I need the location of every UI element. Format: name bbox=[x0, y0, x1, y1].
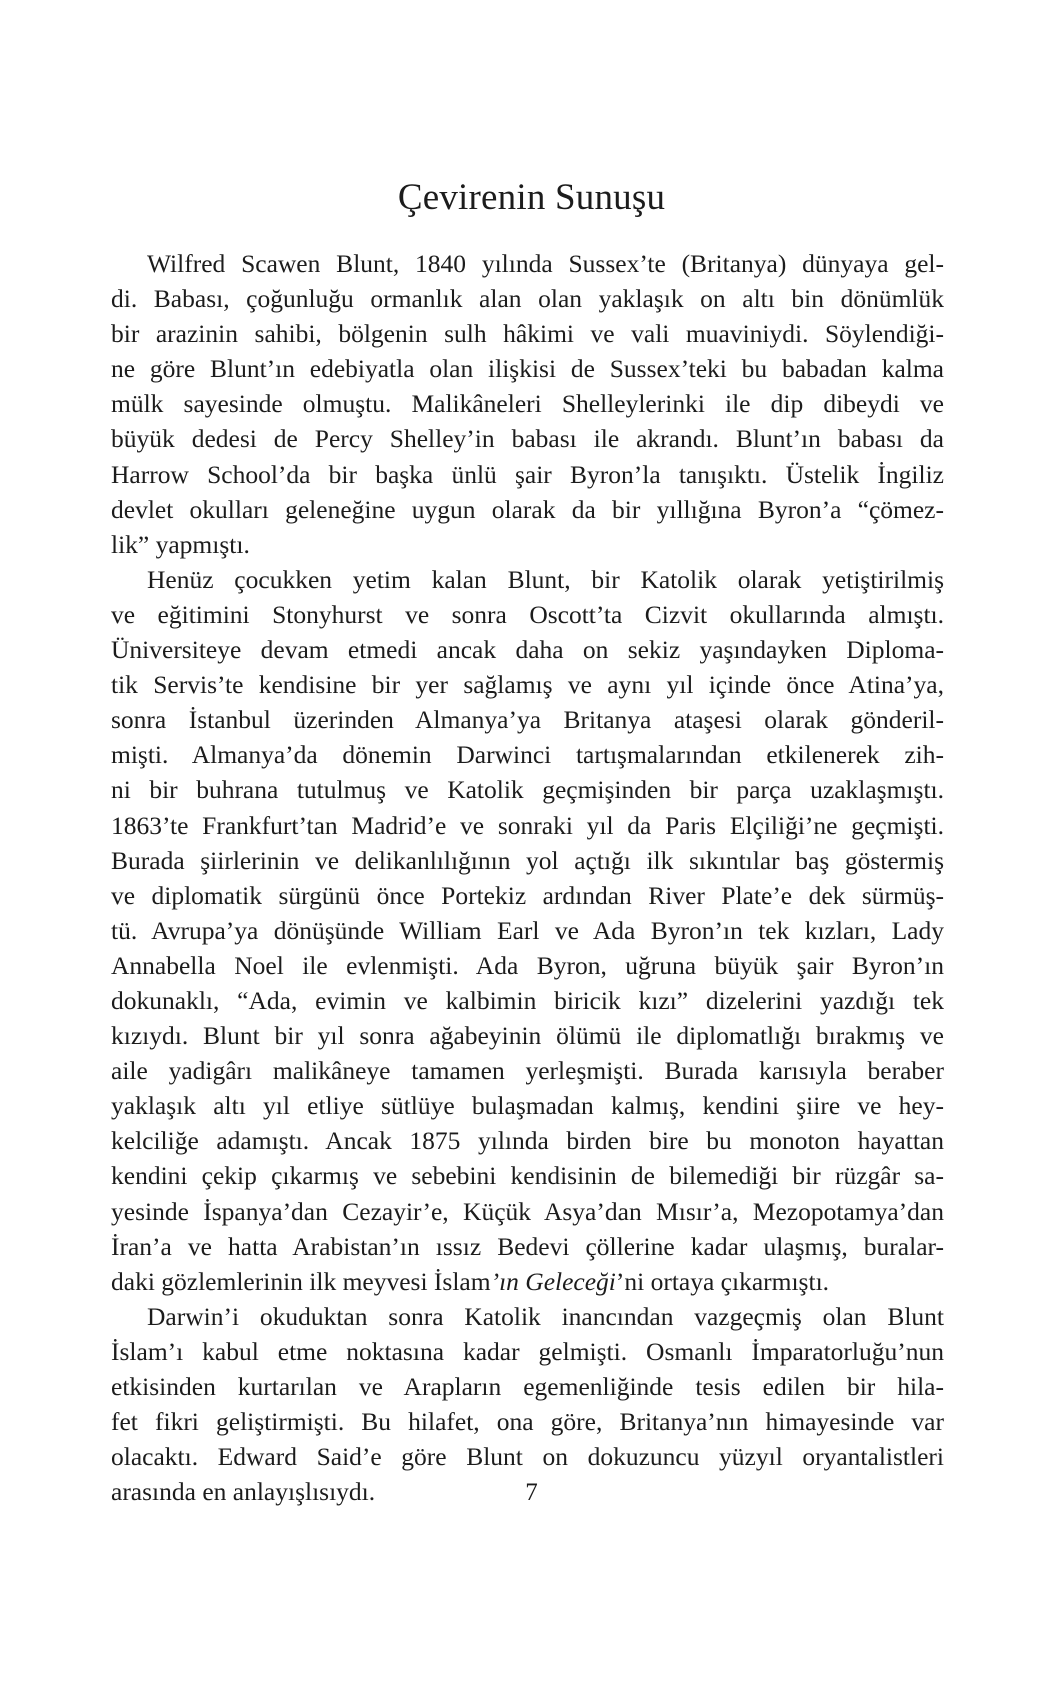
text-line: tik Servis’te kendisine bir yer sağlamış ve aynı yıl içinde önce Atina’ya, bbox=[111, 670, 944, 700]
text-run: ’ni ortaya çıkarmıştı. bbox=[615, 1266, 830, 1296]
text-line: etkisinden kurtarılan ve Arapların egemenliğinde tesis edilen bir hila- bbox=[111, 1372, 944, 1401]
text-line: mişti. Almanya’da dönemin Darwinci tartışmalarından etkilenerek zih- bbox=[111, 740, 944, 770]
text-run: daki gözlemlerinin ilk meyvesi İslam bbox=[111, 1266, 491, 1296]
text-line: ve eğitimini Stonyhurst ve sonra Oscott’ta Cizvit okullarında almıştı. bbox=[111, 599, 944, 629]
chapter-title: Çevirenin Sunuşu bbox=[397, 177, 666, 218]
paragraph-1 bbox=[111, 246, 944, 562]
text-line: bir arazinin sahibi, bölgenin sulh hâkimi ve vali muaviniydi. Söylendiği- bbox=[111, 319, 944, 349]
text-line: büyük dedesi de Percy Shelley’in babası ile akrandı. Blunt’ın babası da bbox=[111, 424, 944, 454]
text-line: ne göre Blunt’ın edebiyatla olan ilişkisi de Sussex’teki bu babadan kalma bbox=[111, 354, 944, 384]
text-line: arasında en anlayışlısıydı. bbox=[111, 1477, 376, 1507]
text-line: kelciliğe adamıştı. Ancak 1875 yılında birden bire bu monoton hayattan bbox=[111, 1126, 944, 1156]
text-line: sonra İstanbul üzerinden Almanya’ya Britanya ataşesi olarak gönderil- bbox=[111, 705, 944, 735]
text-line: aile yadigârı malikâneye tamamen yerleşmişti. Burada karısıyla beraber bbox=[111, 1056, 944, 1086]
text-line: yesinde İspanya’dan Cezayir’e, Küçük Asya’dan Mısır’a, Mezopotamya’dan bbox=[111, 1196, 944, 1226]
text-line: ve diplomatik sürgünü önce Portekiz ardından River Plate’e dek sürmüş- bbox=[111, 880, 944, 910]
text-line: Üniversiteye devam etmedi ancak daha on sekiz yaşındayken Diploma- bbox=[111, 635, 944, 665]
text-line: tü. Avrupa’ya dönüşünde William Earl ve Ada Byron’ın tek kızları, Lady bbox=[111, 915, 944, 945]
text-line: İslam’ı kabul etme noktasına kadar gelmişti. Osmanlı İmparatorluğu’nun bbox=[111, 1336, 944, 1366]
text-line: lik” yapmıştı. bbox=[111, 529, 250, 559]
page-number: 7 bbox=[525, 1479, 538, 1506]
text-line: kendini çekip çıkarmış ve sebebini kendisinin de bilemediği bir rüzgâr sa- bbox=[111, 1161, 944, 1191]
text-line: di. Babası, çoğunluğu ormanlık alan olan yaklaşık on altı bin dönümlük bbox=[111, 284, 944, 314]
book-title-italic: ’ın Geleceği bbox=[490, 1266, 616, 1296]
text-line: devlet okulları geleneğine uygun olarak da bir yıllığına Byron’a “çömez- bbox=[111, 494, 944, 524]
text-line: Burada şiirlerinin ve delikanlılığının yol açtığı ilk sıkıntılar baş göstermiş bbox=[111, 845, 944, 875]
text-line: fet fikri geliştirmişti. Bu hilafet, ona göre, Britanya’nın himayesinde var bbox=[111, 1407, 944, 1437]
text-line: İran’a ve hatta Arabistan’ın ıssız Bedevi çöllerine kadar ulaşmış, buralar- bbox=[111, 1231, 944, 1261]
text-line: Henüz çocukken yetim kalan Blunt, bir Katolik olarak yetiştirilmiş bbox=[147, 564, 944, 594]
text-line: Darwin’i okuduktan sonra Katolik inancından vazgeçmiş olan Blunt bbox=[147, 1301, 944, 1331]
text-line: mülk sayesinde olmuştu. Malikâneleri Shelleylerinki ile dip dibeydi ve bbox=[111, 389, 944, 419]
paragraph-2 bbox=[111, 562, 944, 1299]
paragraph-3 bbox=[111, 1299, 944, 1510]
text-line: olacaktı. Edward Said’e göre Blunt on dokuzuncu yüzyıl oryantalistleri bbox=[111, 1442, 944, 1472]
text-line: kızıydı. Blunt bir yıl sonra ağabeyinin ölümü ile diplomatlığı bırakmış ve bbox=[111, 1021, 944, 1051]
text-line: yaklaşık altı yıl etliye sütlüye bulaşmadan kalmış, kendini şiire ve hey- bbox=[111, 1091, 944, 1121]
text-line: Wilfred Scawen Blunt, 1840 yılında Sussex’te (Britanya) dünyaya gel- bbox=[147, 249, 944, 278]
body-text bbox=[111, 246, 944, 1509]
text-line: dokunaklı, “Ada, evimin ve kalbimin biricik kızı” dizelerini yazdığı tek bbox=[111, 985, 944, 1015]
text-line: Annabella Noel ile evlenmişti. Ada Byron, uğruna büyük şair Byron’ın bbox=[111, 950, 944, 980]
text-line: Harrow School’da bir başka ünlü şair Byron’la tanışıktı. Üstelik İngiliz bbox=[111, 459, 944, 489]
text-line: ni bir buhrana tutulmuş ve Katolik geçmişinden bir parça uzaklaşmıştı. bbox=[111, 775, 944, 805]
text-line bbox=[111, 1264, 944, 1299]
text-line: 1863’te Frankfurt’tan Madrid’e ve sonraki yıl da Paris Elçiliği’ne geçmişti. bbox=[111, 810, 944, 840]
